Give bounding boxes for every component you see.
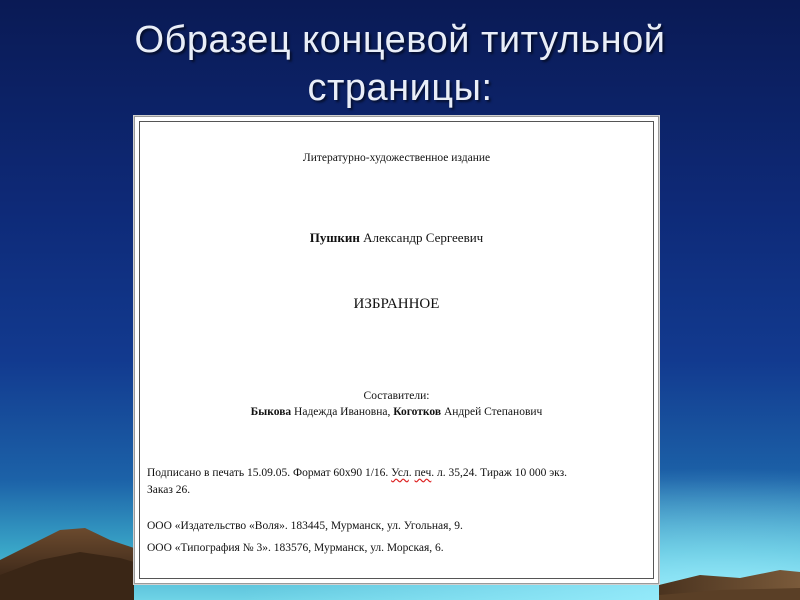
author-line <box>140 230 653 246</box>
slide-title-line2: страницы: <box>307 67 493 109</box>
compilers-label: Составители: <box>363 390 430 402</box>
title-page-frame <box>139 121 654 579</box>
imprint-signed: Подписано в печать 15.09.05. Формат 60х90 1/16. <box>147 467 392 479</box>
compiler2-surname: Коготков <box>393 406 442 418</box>
edition-type: Литературно-художественное издание <box>302 152 491 164</box>
compiler1-name: Надежда Ивановна, <box>294 406 391 418</box>
author-surname: Пушкин <box>309 230 360 245</box>
imprint-dot: . <box>408 467 415 479</box>
book-title: ИЗБРАННОЕ <box>353 296 440 312</box>
title-page-sample <box>134 116 659 584</box>
slide-title-line1: Образец концевой титульной <box>134 19 666 61</box>
printer-line: ООО «Типография № 3». 183576, Мурманск, ул. Морская, 6. <box>147 542 444 554</box>
imprint-order: Заказ 26. <box>147 484 191 496</box>
publisher-line: ООО «Издательство «Воля». 183445, Мурманск, ул. Угольная, 9. <box>147 520 463 532</box>
author-name: Александр Сергеевич <box>363 230 484 245</box>
imprint-line <box>147 467 567 479</box>
compiler1-surname: Быкова <box>250 406 292 418</box>
compiler2-name: Андрей Степанович <box>443 406 543 418</box>
imprint-usl: Усл <box>391 467 409 479</box>
slide-title <box>60 16 740 112</box>
imprint-pech: печ <box>414 467 432 479</box>
imprint-sheets: . л. 35,24. Тираж 10 000 экз. <box>431 467 568 479</box>
compilers-names <box>140 406 653 418</box>
